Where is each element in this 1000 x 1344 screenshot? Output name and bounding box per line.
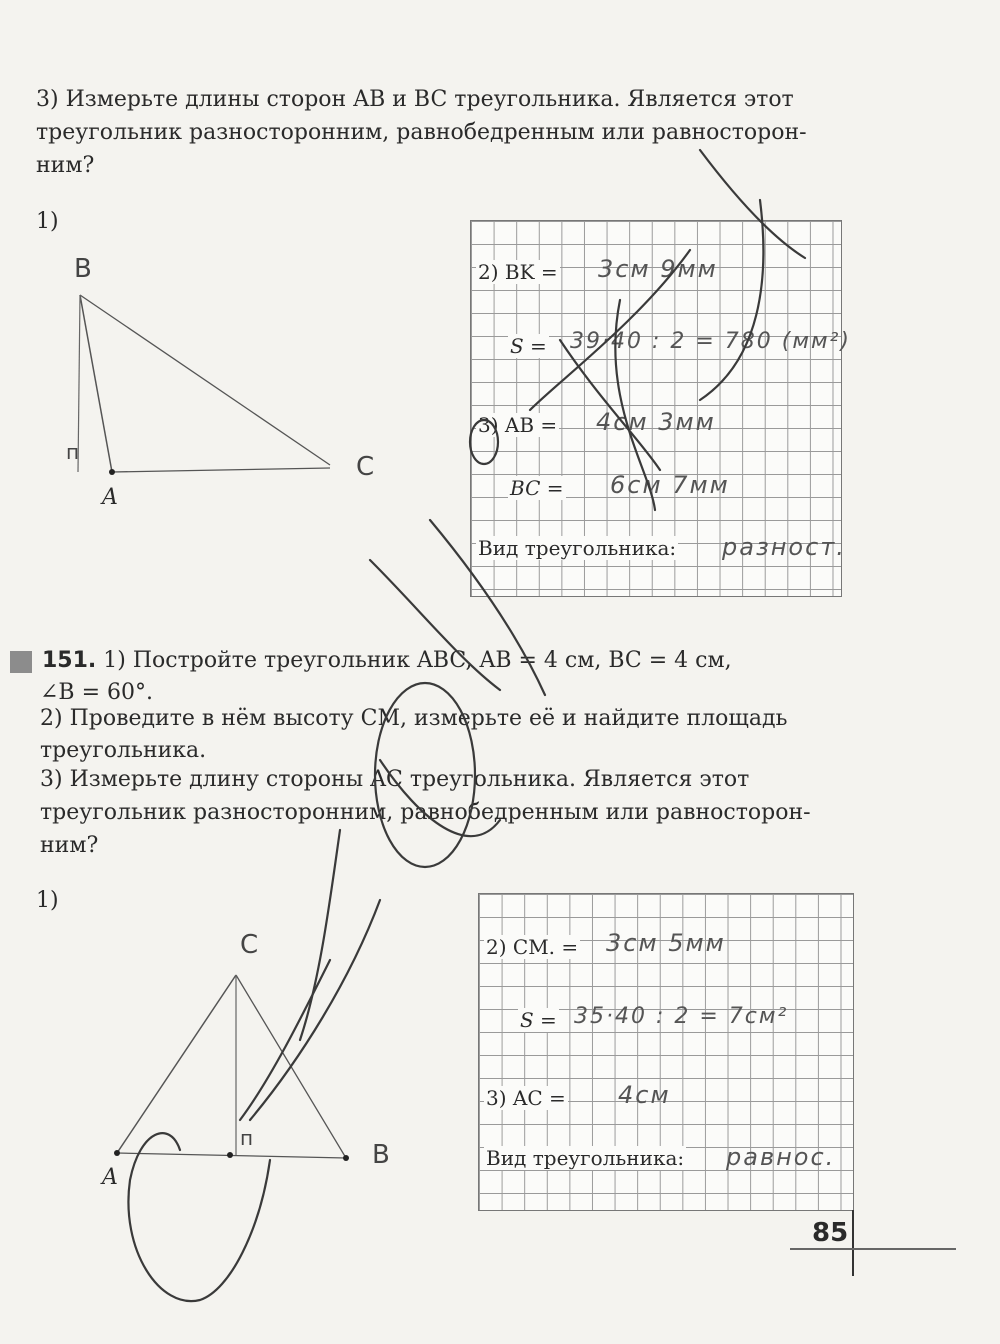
fig1-right-angle: п [66,440,80,464]
fig2-vertex-a: A [102,1165,118,1190]
task151-line-1: 1) Постройте треугольник ABC, AB = 4 см, BC = 4 см, [103,648,732,673]
fig2-vertex-c: C [240,930,259,960]
task151-line-2: ∠B = 60°. [40,680,154,705]
grid1-bk-label: 2) BK = [478,260,558,284]
grid2-cm-label: 2) CM. = [486,935,579,959]
fig2-vertex-b: B [372,1140,390,1170]
grid1-bc-value: 6см 7мм [610,471,730,499]
page-number: 85 [812,1218,849,1248]
grid2-kind-label: Вид треугольника: [486,1146,685,1170]
grid2-s-value: 35·40 : 2 = 7см² [574,1004,789,1029]
intro-line-1: 3) Измерьте длины сторон AB и BC треугольника. Является этот [36,87,794,112]
fig1-vertex-b: B [74,254,92,284]
grid2-s-label: S = [520,1008,557,1032]
fig2-right-angle: п [240,1126,254,1150]
fig1-vertex-c: C [356,452,375,482]
grid1-ab-label: 3) AB = [478,413,558,437]
fig1-label: 1) [36,209,59,234]
grid1-ab-value: 4см 3мм [596,408,716,436]
intro-line-3: ним? [36,153,95,178]
grid2-kind-value: равнос. [726,1143,836,1171]
grid2-ac-value: 4см [618,1081,671,1109]
grid1-bc-label: BC = [510,476,564,500]
grid1-kind-value: разност. [722,533,846,561]
task151-line-7: ним? [40,833,99,858]
grid2-cm-value: 3см 5мм [606,929,726,957]
grid1-kind-label: Вид треугольника: [478,536,677,560]
fig2-label: 1) [36,888,59,913]
grid1-s-label: S = [510,334,547,358]
task151-line-6: треугольник разносторонним, равнобедренным или равносторон- [40,800,811,825]
grid1-bk-value: 3см 9мм [598,255,718,283]
intro-line-2: треугольник разносторонним, равнобедренным или равносторон- [36,120,807,145]
task151-line-4: треугольника. [40,738,207,763]
grid2-ac-label: 3) AC = [486,1086,566,1110]
task151-line-3: 2) Проведите в нём высоту CM, измерьте её и найдите площадь [40,706,788,731]
grid1-s-value: 39·40 : 2 = 780 (мм²) [570,329,851,354]
fig1-vertex-a: A [102,485,118,510]
task151-line-5: 3) Измерьте длину стороны AC треугольника. Является этот [40,767,750,792]
task-number: 151. [42,648,97,673]
